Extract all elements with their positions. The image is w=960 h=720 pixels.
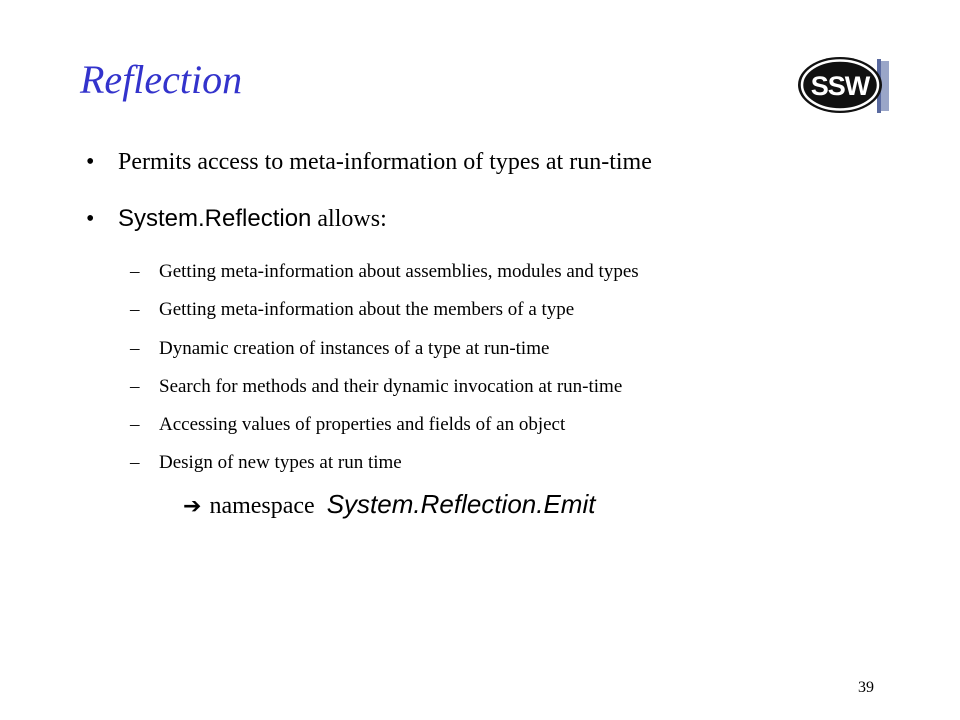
page-number: 39 [858,679,874,696]
namespace-label: namespace [209,493,315,519]
right-arrow-icon: ➔ [183,494,202,519]
list-item: – Accessing values of properties and fields of an object [130,414,566,435]
ssw-logo [797,55,891,115]
bullet-runtime-access [86,150,652,174]
list-item: – Dynamic creation of instances of a type at run-time [130,338,550,359]
slide-title: Reflection [80,57,243,102]
bullet-system-reflection [86,207,387,231]
namespace-name: System.Reflection.Emit [326,489,596,519]
bullet-text: allows: [311,206,387,232]
bullet-dot: • [86,206,95,232]
bullet-dot: • [86,149,95,175]
bullet-code: System.Reflection [118,205,312,232]
list-item: – Design of new types at run time [130,452,402,473]
bullet-text: Permits access to meta-information of types at run-time [118,149,652,175]
list-item: – Getting meta-information about the members of a type [130,299,575,320]
list-item: – Search for methods and their dynamic invocation at run-time [130,376,623,397]
logo-text: SSW [810,71,870,101]
list-item: – Getting meta-information about assemblies, modules and types [130,261,639,282]
namespace-line [183,491,595,518]
